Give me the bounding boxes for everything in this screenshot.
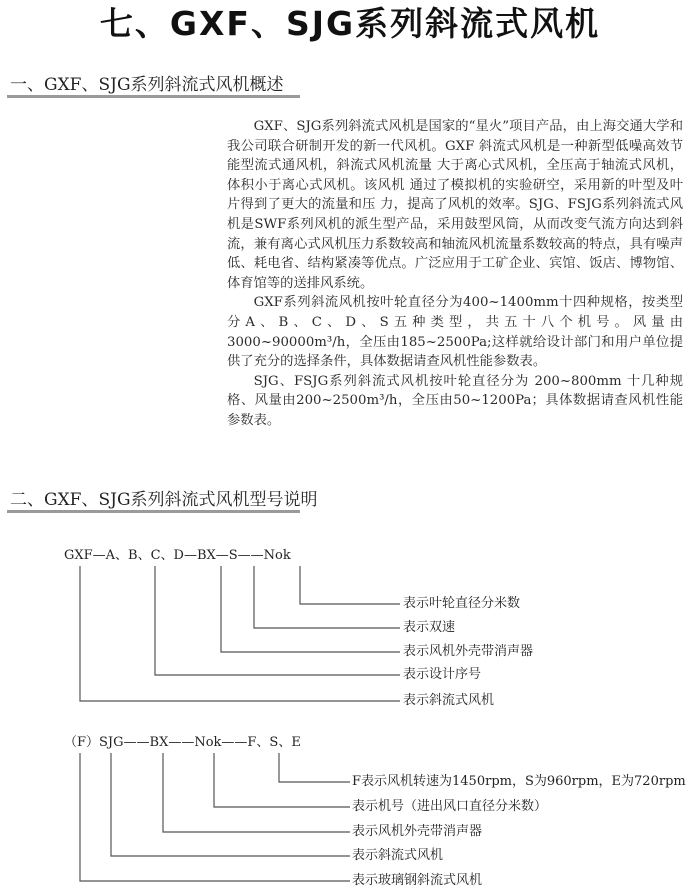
diagram1-label: 表示风机外壳带消声器	[403, 644, 534, 659]
diagram2-label: F表示风机转速为1450rpm，S为960rpm，E为720rpm	[352, 774, 686, 789]
diagram2-connectors	[80, 753, 350, 881]
diagram1-connectors	[80, 566, 400, 701]
page-title: 七、GXF、SJG系列斜流式风机	[99, 4, 601, 43]
connector-nok	[300, 566, 400, 604]
sjg-spec-paragraph: SJG、FSJG系列斜流式风机按叶轮直径分为 200~800mm 十几种规格、风量由200~2500m³/h，全压由50~1200Pa；具体数据请查风机性能参数表。	[227, 373, 683, 428]
diagram2-model-code: （F）SJG——BX——Nok——F、S、E	[64, 735, 301, 750]
diagram1-label: 表示斜流式风机	[403, 693, 495, 708]
diagram1-label: 表示设计序号	[403, 667, 482, 682]
section1-heading: 一、GXF、SJG系列斜流式风机概述	[10, 75, 284, 95]
overview-paragraph: GXF、SJG系列斜流式风机是国家的“星火”项目产品，由上海交通大学和我公司联合研制开发的新一代风机。GXF 斜流式风机是一种新型低噪高效节能型流式通风机，斜流式风机流量 大于离心式风机，全压高于轴流式风机，体积小于离心式风机。该风机 通过了模拟机的实验研空，采用新的叶型及叶片得到了更大的流量和压 力，提高了风机的效率。SJG、FSJG系列斜流式风机是SWF系列风机的派生型产品，采用鼓型风筒，从而改变气流方向达到斜流，兼有离心式风机压力系数较高和轴流风机流量系数较高的特点，具有噪声低、耗电省、结构紧凑等优点。广泛应用于工矿企业、宾馆、饭店、博物馆、体育馆等的送排风系统。	[227, 119, 683, 291]
connector-gxf	[80, 566, 400, 701]
connector-s	[254, 566, 400, 628]
diagram2-label: 表示斜流式风机	[352, 848, 444, 863]
diagram2-label: 表示机号（进出风口直径分米数）	[352, 799, 548, 814]
diagram2-label: 表示玻璃钢斜流式风机	[352, 873, 483, 888]
connector-sjg	[111, 753, 350, 856]
connector-bx	[163, 753, 350, 832]
connector-nok	[214, 753, 350, 807]
section2-heading: 二、GXF、SJG系列斜流式风机型号说明	[10, 490, 318, 510]
diagram2-label: 表示风机外壳带消声器	[352, 824, 483, 839]
gxf-spec-paragraph: GXF系列斜流风机按叶轮直径分为400~1400mm十四种规格，按类型分A、B、C、D、S五种类型，共五十八个机号。风量由3000~90000m³/h，全压由185~2500Pa;这样就给设计部门和用户单位提供了充分的选择条件，具体数据请查风机性能参数表。	[227, 295, 683, 370]
diagram1-label: 表示叶轮直径分米数	[403, 596, 521, 611]
connector-bx	[221, 566, 400, 652]
diagram1-label: 表示双速	[403, 620, 456, 635]
diagram1-model-code: GXF—A、B、C、D—BX—S——Nok	[64, 548, 291, 563]
connector-f	[80, 753, 350, 881]
connector-abcd	[155, 566, 400, 675]
connector-fse	[279, 753, 350, 782]
